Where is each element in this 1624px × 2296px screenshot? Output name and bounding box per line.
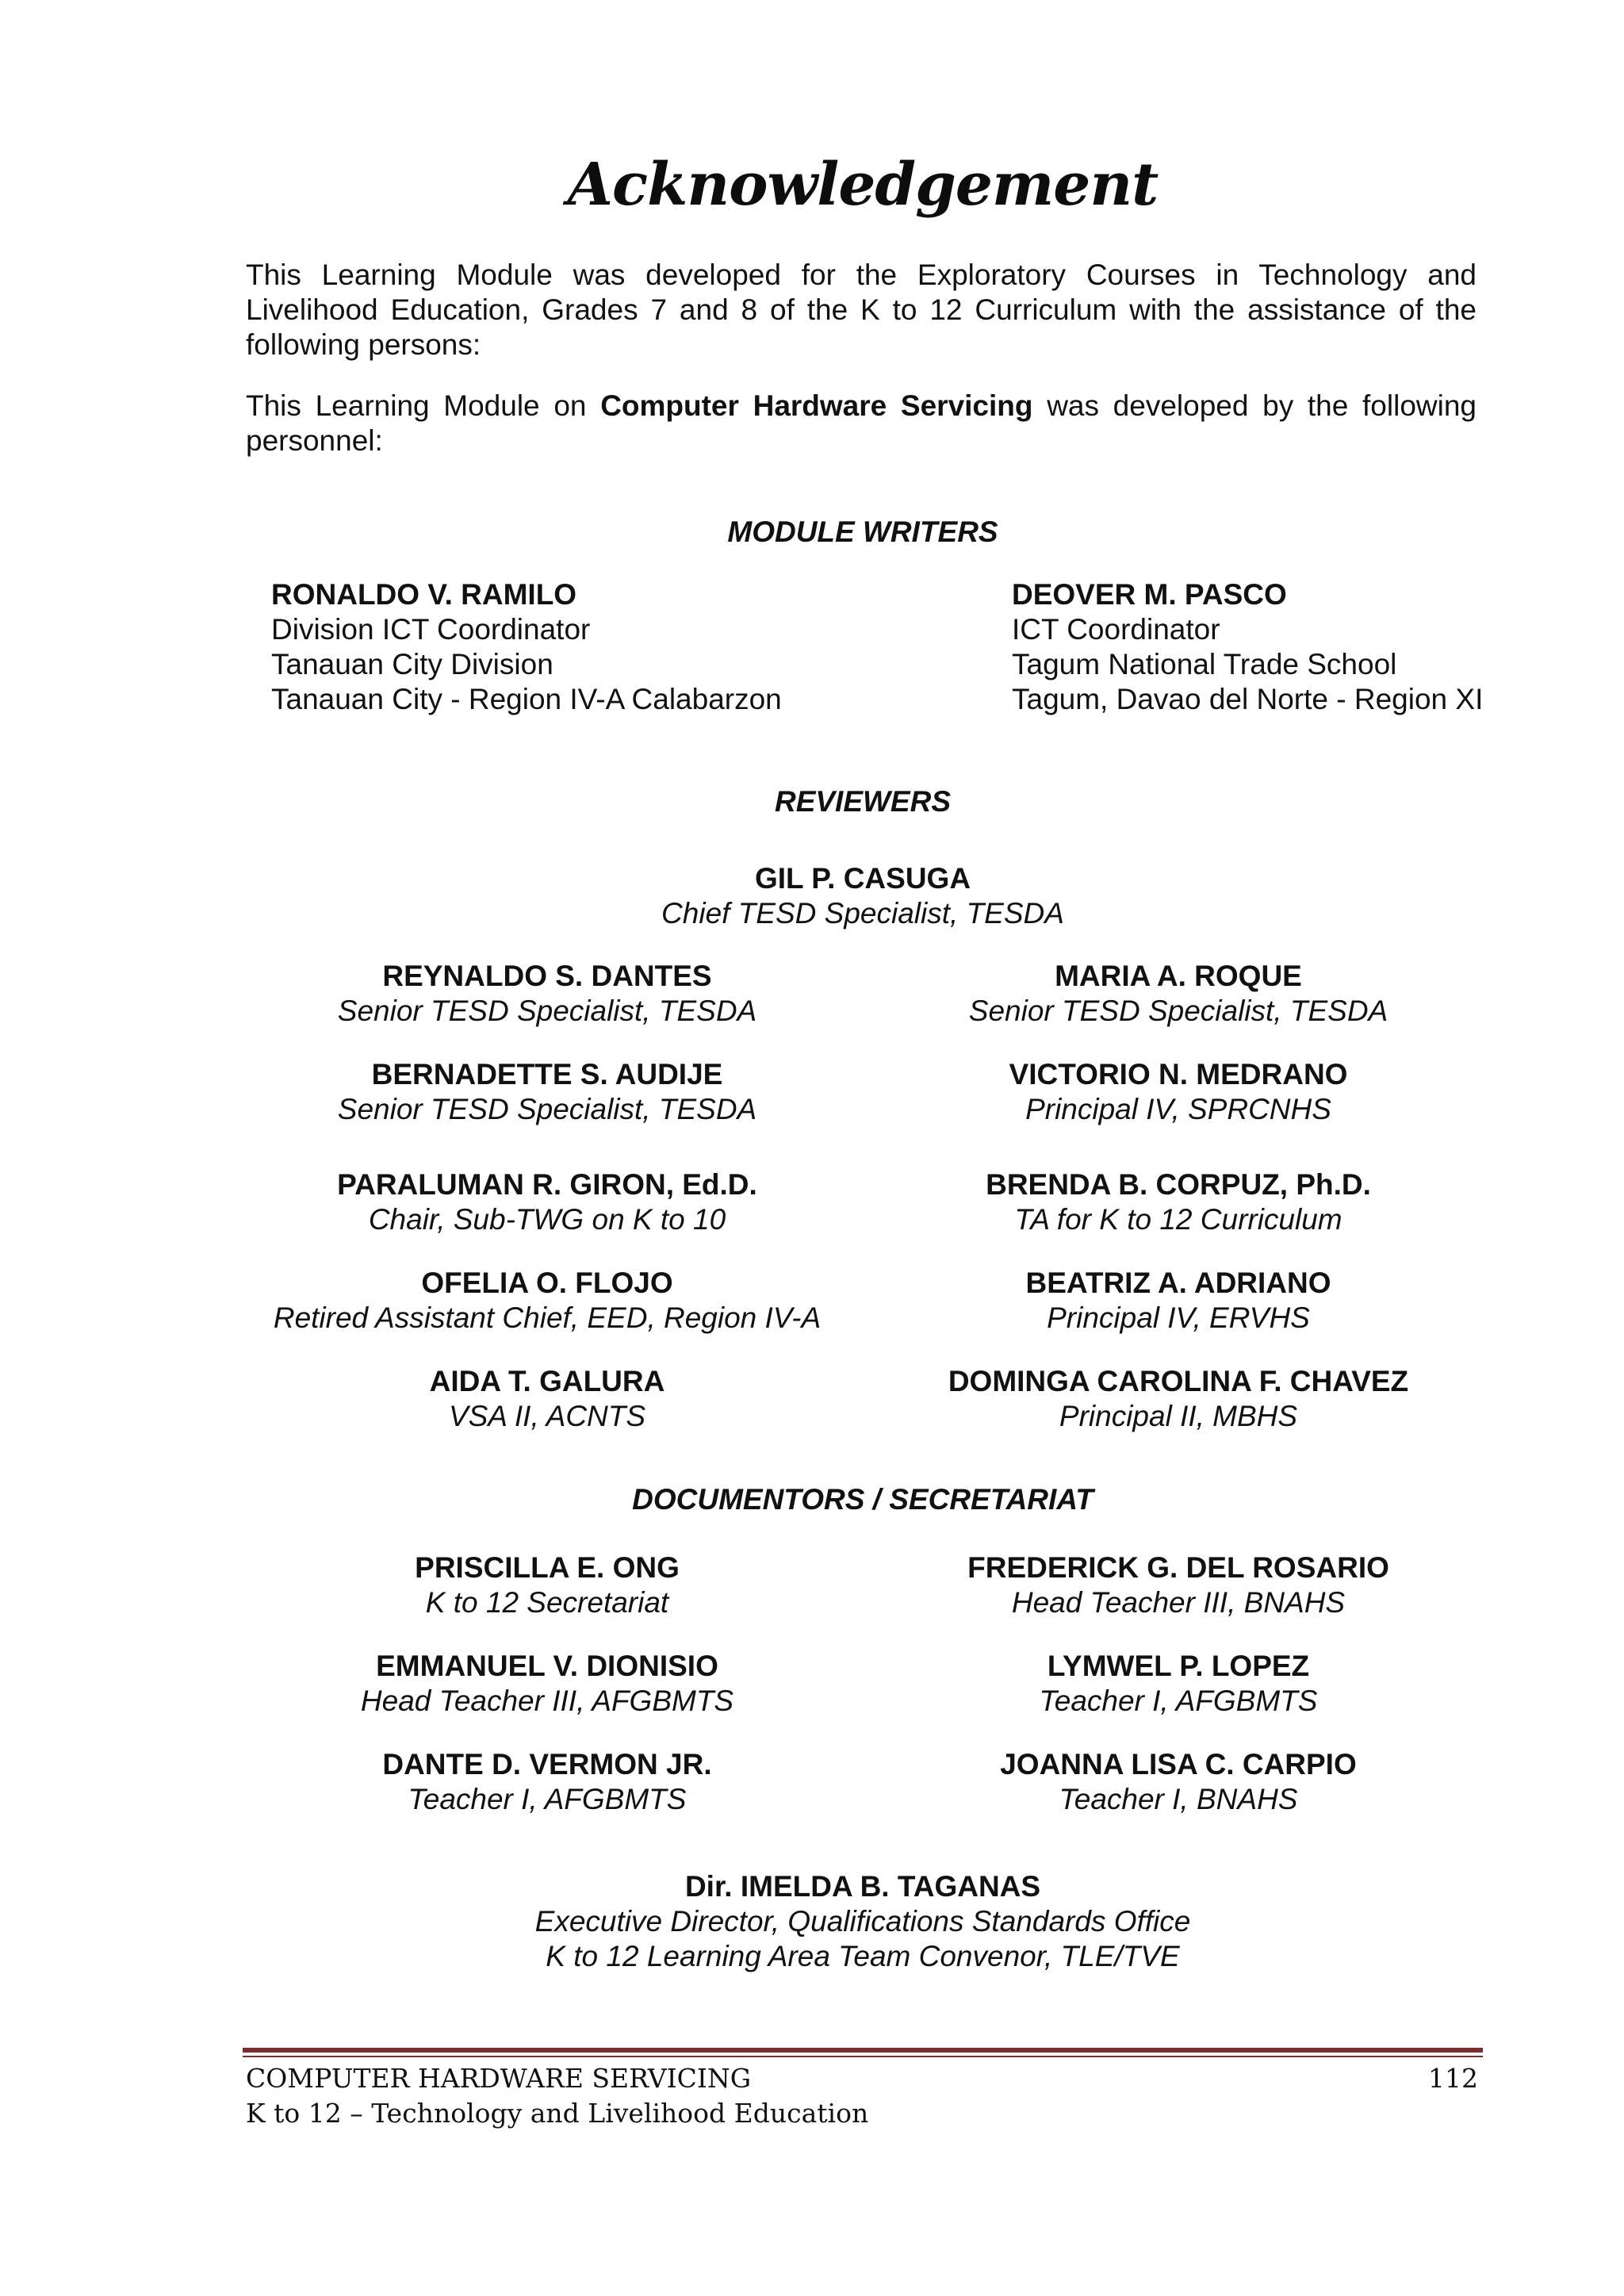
documentor-role: Teacher I, BNAHS	[1059, 1783, 1298, 1815]
reviewer-name: VICTORIO N. MEDRANO	[1009, 1058, 1348, 1091]
documentor-name: FREDERICK G. DEL ROSARIO	[967, 1551, 1389, 1584]
reviewer-entry	[782, 1364, 1575, 1434]
reviewer-role: Chief TESD Specialist, TESDA	[661, 897, 1064, 930]
module-text-post: was developed by the following personnel:	[246, 389, 1477, 457]
director-block	[0, 1869, 1624, 1974]
module-course-name: Computer Hardware Servicing	[600, 389, 1033, 422]
writer-name: DEOVER M. PASCO	[1012, 578, 1287, 611]
module-paragraph	[246, 389, 1477, 458]
intro-paragraph: This Learning Module was developed for the Exploratory Courses in Technology and Livelihood Education, Grades 7 and 8 of the K to 12 Curriculum with the assistance of the following persons:	[246, 259, 1477, 361]
page-title: Acknowledgement	[567, 151, 1159, 219]
reviewer-entry	[782, 959, 1575, 1029]
documentor-entry	[782, 1747, 1575, 1817]
reviewer-role: Principal IV, SPRCNHS	[1025, 1093, 1331, 1125]
reviewer-name: GIL P. CASUGA	[754, 862, 971, 895]
documentor-role: Teacher I, AFGBMTS	[408, 1783, 687, 1815]
documentor-entry	[782, 1550, 1575, 1620]
reviewer-entry	[782, 1167, 1575, 1237]
writer-line: Tanauan City - Region IV-A Calabarzon	[271, 683, 782, 715]
documentor-name: PRISCILLA E. ONG	[415, 1551, 680, 1584]
footer-subtitle: K to 12 – Technology and Livelihood Education	[246, 2098, 869, 2129]
reviewer-role: Principal II, MBHS	[1059, 1400, 1298, 1432]
writer-line: Tanauan City Division	[271, 648, 553, 680]
documentor-name: LYMWEL P. LOPEZ	[1047, 1650, 1310, 1682]
reviewer-role: Senior TESD Specialist, TESDA	[968, 995, 1388, 1027]
section-heading-documentors: DOCUMENTORS / SECRETARIAT	[632, 1483, 1094, 1516]
reviewer-role: VSA II, ACNTS	[448, 1400, 646, 1432]
section-heading-writers: MODULE WRITERS	[727, 516, 998, 548]
lead-reviewer	[0, 861, 1624, 931]
writer-block	[271, 577, 782, 717]
reviewer-role: Retired Assistant Chief, EED, Region IV-A	[273, 1301, 822, 1334]
reviewer-role: Chair, Sub-TWG on K to 10	[368, 1203, 726, 1236]
documentor-role: K to 12 Secretariat	[425, 1586, 669, 1619]
documentor-entry	[782, 1649, 1575, 1719]
footer-divider	[243, 2048, 1483, 2053]
documentor-name: EMMANUEL V. DIONISIO	[376, 1650, 718, 1682]
reviewer-name: PARALUMAN R. GIRON, Ed.D.	[337, 1168, 757, 1201]
writer-line: Division ICT Coordinator	[271, 613, 591, 646]
footer-divider-thin	[243, 2056, 1483, 2057]
writer-name: RONALDO V. RAMILO	[271, 578, 577, 611]
documentor-role: Teacher I, AFGBMTS	[1039, 1685, 1318, 1717]
reviewer-role: TA for K to 12 Curriculum	[1014, 1203, 1342, 1236]
director-role: K to 12 Learning Area Team Convenor, TLE/TVE	[546, 1940, 1180, 1972]
reviewer-role: Senior TESD Specialist, TESDA	[337, 995, 757, 1027]
documentor-name: JOANNA LISA C. CARPIO	[1000, 1748, 1357, 1780]
reviewer-name: BEATRIZ A. ADRIANO	[1025, 1267, 1331, 1299]
reviewer-name: OFELIA O. FLOJO	[421, 1267, 673, 1299]
director-role: Executive Director, Qualifications Standards Office	[534, 1905, 1191, 1938]
reviewer-role: Senior TESD Specialist, TESDA	[337, 1093, 757, 1125]
documentor-role: Head Teacher III, AFGBMTS	[360, 1685, 734, 1717]
writer-block	[1012, 577, 1483, 717]
page-number: 112	[1428, 2063, 1478, 2094]
reviewer-role: Principal IV, ERVHS	[1047, 1301, 1310, 1334]
reviewer-name: DOMINGA CAROLINA F. CHAVEZ	[948, 1365, 1409, 1397]
director-name: Dir. IMELDA B. TAGANAS	[684, 1870, 1041, 1903]
module-text-pre: This Learning Module on	[246, 389, 601, 422]
reviewer-name: AIDA T. GALURA	[429, 1365, 665, 1397]
writer-line: ICT Coordinator	[1012, 613, 1220, 646]
documentor-name: DANTE D. VERMON JR.	[382, 1748, 712, 1780]
reviewer-name: REYNALDO S. DANTES	[382, 960, 712, 992]
writer-line: Tagum National Trade School	[1012, 648, 1397, 680]
reviewer-name: BERNADETTE S. AUDIJE	[371, 1058, 723, 1091]
section-heading-reviewers: REVIEWERS	[774, 785, 952, 818]
writer-line: Tagum, Davao del Norte - Region XI	[1012, 683, 1484, 715]
reviewer-name: MARIA A. ROQUE	[1055, 960, 1302, 992]
documentor-role: Head Teacher III, BNAHS	[1011, 1586, 1346, 1619]
reviewer-entry	[782, 1266, 1575, 1336]
reviewer-entry	[782, 1057, 1575, 1127]
footer-course: COMPUTER HARDWARE SERVICING	[246, 2063, 752, 2094]
reviewer-name: BRENDA B. CORPUZ, Ph.D.	[986, 1168, 1371, 1201]
